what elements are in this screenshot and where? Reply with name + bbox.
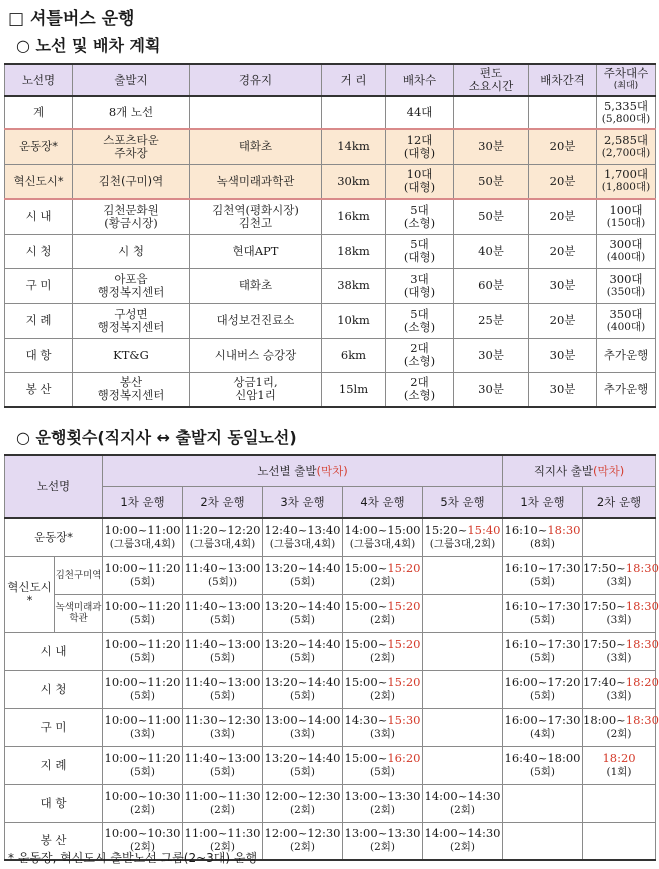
header-return-1: 1차 운행 (503, 487, 583, 519)
cell-time: 40분 (454, 234, 529, 268)
cell-origin: 봉산 행정복지센터 (73, 372, 190, 407)
cell-interval: 20분 (529, 234, 597, 268)
runs-row-stadium (5, 518, 656, 556)
cell-return-1: 16:40~18:00 (5회) (503, 746, 583, 784)
cell-route: 운동장* (5, 129, 73, 164)
cell-run-1: 10:00~11:20 (5회) (103, 556, 183, 594)
cell-route: 혁신도시* (5, 556, 55, 632)
cell-time: 30분 (454, 338, 529, 372)
col-distance: 거 리 (322, 64, 386, 96)
cell-origin: 8개 노선 (73, 96, 190, 129)
cell-run-4: 14:00~15:00 (그룹3대,4회) (343, 518, 423, 556)
cell-run-3: 13:20~14:40 (5회) (263, 746, 343, 784)
cell-run-3: 13:20~14:40 (5회) (263, 632, 343, 670)
cell-run-3: 13:20~14:40 (5회) (263, 594, 343, 632)
cell-run-1: 10:00~11:20 (5회) (103, 670, 183, 708)
header-jikjisa-departure: 직지사 출발(막차) (503, 455, 656, 487)
cell-origin: 김천문화원 (황금시장) (73, 199, 190, 234)
cell-parking: 300대 (350대) (597, 268, 656, 303)
cell-buses: 5대 (소형) (386, 199, 454, 234)
cell-run-5 (423, 708, 503, 746)
section-title-runs: ○ 운행횟수(직지사 ↔ 출발지 동일노선) (16, 428, 297, 447)
runs-row-cityhall (5, 670, 656, 708)
cell-run-4: 15:00~16:20 (5회) (343, 746, 423, 784)
route-plan-table (4, 63, 656, 408)
cell-parking: 350대 (400대) (597, 303, 656, 338)
cell-return-2 (583, 784, 656, 822)
cell-distance (322, 96, 386, 129)
cell-time (454, 96, 529, 129)
cell-run-4: 13:00~13:30 (2회) (343, 784, 423, 822)
plan-header-row (5, 64, 656, 96)
cell-route: 구 미 (5, 708, 103, 746)
cell-via: 녹색미래과학관 (190, 164, 322, 199)
cell-return-1 (503, 784, 583, 822)
cell-distance: 10km (322, 303, 386, 338)
col-interval: 배차간격 (529, 64, 597, 96)
runs-row-daehang (5, 784, 656, 822)
cell-buses: 2대 (소형) (386, 338, 454, 372)
cell-run-2: 11:40~13:00 (5회) (183, 670, 263, 708)
cell-route: 운동장* (5, 518, 103, 556)
col-via: 경유지 (190, 64, 322, 96)
cell-distance: 14km (322, 129, 386, 164)
cell-via: 현대APT (190, 234, 322, 268)
cell-run-5 (423, 632, 503, 670)
plan-row-bongsan (5, 372, 656, 407)
cell-return-2: 17:50~18:30 (3회) (583, 632, 656, 670)
runs-row-innovation-museum (5, 594, 656, 632)
cell-parking: 5,335대 (5,800대) (597, 96, 656, 129)
cell-distance: 18km (322, 234, 386, 268)
header-run-1: 1차 운행 (103, 487, 183, 519)
header-return-2: 2차 운행 (583, 487, 656, 519)
cell-run-5 (423, 746, 503, 784)
col-parking: 주차대수 (최대) (597, 64, 656, 96)
cell-run-1: 10:00~11:00 (그룹3대,4회) (103, 518, 183, 556)
cell-time: 30분 (454, 372, 529, 407)
section-title-plan: ○ 노선 및 배차 계획 (16, 36, 161, 55)
plan-row-jirye (5, 303, 656, 338)
cell-parking: 300대 (400대) (597, 234, 656, 268)
cell-return-1: 16:10~17:30 (5회) (503, 556, 583, 594)
cell-route: 시 청 (5, 670, 103, 708)
cell-origin: 아포읍 행정복지센터 (73, 268, 190, 303)
runs-row-jirye (5, 746, 656, 784)
cell-run-3: 13:20~14:40 (5회) (263, 556, 343, 594)
cell-parking: 100대 (150대) (597, 199, 656, 234)
cell-return-2 (583, 822, 656, 860)
cell-interval: 30분 (529, 338, 597, 372)
cell-buses: 5대 (대형) (386, 234, 454, 268)
header-run-2: 2차 운행 (183, 487, 263, 519)
cell-origin: 구성면 행정복지센터 (73, 303, 190, 338)
runs-row-downtown (5, 632, 656, 670)
cell-parking: 2,585대 (2,700대) (597, 129, 656, 164)
cell-distance: 16km (322, 199, 386, 234)
cell-run-2: 11:40~13:00 (5회) (183, 632, 263, 670)
cell-via: 김천역(평화시장) 김천고 (190, 199, 322, 234)
cell-interval: 20분 (529, 199, 597, 234)
cell-run-1: 10:00~11:20 (5회) (103, 632, 183, 670)
runs-row-innovation-station (5, 556, 656, 594)
cell-route: 봉 산 (5, 822, 103, 860)
cell-run-4: 15:00~15:20 (2회) (343, 556, 423, 594)
cell-distance: 30km (322, 164, 386, 199)
cell-return-1: 16:00~17:20 (5회) (503, 670, 583, 708)
cell-route: 구 미 (5, 268, 73, 303)
cell-via: 시내버스 승강장 (190, 338, 322, 372)
cell-run-2: 11:00~11:30 (2회) (183, 784, 263, 822)
plan-row-downtown (5, 199, 656, 234)
plan-row-daehang (5, 338, 656, 372)
cell-return-1: 16:10~17:30 (5회) (503, 594, 583, 632)
cell-distance: 38km (322, 268, 386, 303)
cell-buses: 44대 (386, 96, 454, 129)
col-buses: 배차수 (386, 64, 454, 96)
cell-run-4: 14:30~15:30 (3회) (343, 708, 423, 746)
cell-route: 대 항 (5, 338, 73, 372)
cell-interval (529, 96, 597, 129)
cell-return-1: 16:00~17:30 (4회) (503, 708, 583, 746)
cell-return-2 (583, 518, 656, 556)
cell-run-5: 14:00~14:30 (2회) (423, 822, 503, 860)
header-route-departure: 노선별 출발(막차) (103, 455, 503, 487)
cell-return-2: 18:00~18:30 (2회) (583, 708, 656, 746)
cell-run-5: 14:00~14:30 (2회) (423, 784, 503, 822)
header-run-4: 4차 운행 (343, 487, 423, 519)
col-route: 노선명 (5, 64, 73, 96)
cell-interval: 30분 (529, 268, 597, 303)
cell-run-3: 13:00~14:00 (3회) (263, 708, 343, 746)
cell-interval: 30분 (529, 372, 597, 407)
cell-via: 태화초 (190, 268, 322, 303)
cell-return-2: 17:40~18:20 (3회) (583, 670, 656, 708)
cell-run-4: 15:00~15:20 (2회) (343, 670, 423, 708)
cell-route: 대 항 (5, 784, 103, 822)
cell-run-5 (423, 594, 503, 632)
cell-parking: 추가운행 (597, 338, 656, 372)
col-time: 편도 소요시간 (454, 64, 529, 96)
cell-route: 지 례 (5, 303, 73, 338)
cell-run-2: 11:40~13:00 (5회)) (183, 556, 263, 594)
cell-run-5: 15:20~15:40 (그룹3대,2회) (423, 518, 503, 556)
cell-distance: 6km (322, 338, 386, 372)
cell-run-1: 10:00~11:20 (5회) (103, 746, 183, 784)
cell-run-1: 10:00~11:00 (3회) (103, 708, 183, 746)
cell-buses: 5대 (소형) (386, 303, 454, 338)
cell-origin: 김천(구미)역 (73, 164, 190, 199)
cell-buses: 10대 (대형) (386, 164, 454, 199)
cell-route: 지 례 (5, 746, 103, 784)
cell-run-5 (423, 670, 503, 708)
cell-run-1: 10:00~10:30 (2회) (103, 784, 183, 822)
cell-origin: 스포츠타운 주차장 (73, 129, 190, 164)
cell-run-2: 11:00~11:30 (2회) (183, 822, 263, 860)
cell-return-2: 17:50~18:30 (3회) (583, 556, 656, 594)
plan-row-gumi (5, 268, 656, 303)
plan-row-cityhall (5, 234, 656, 268)
cell-run-5 (423, 556, 503, 594)
cell-run-4: 15:00~15:20 (2회) (343, 632, 423, 670)
cell-distance: 15lm (322, 372, 386, 407)
cell-run-3: 12:40~13:40 (그룹3대,4회) (263, 518, 343, 556)
cell-via: 대성보건진료소 (190, 303, 322, 338)
cell-run-3: 12:00~12:30 (2회) (263, 784, 343, 822)
cell-run-3: 12:00~12:30 (2회) (263, 822, 343, 860)
cell-route: 시 내 (5, 199, 73, 234)
cell-time: 50분 (454, 199, 529, 234)
plan-row-innovation (5, 164, 656, 199)
cell-origin: KT&G (73, 338, 190, 372)
cell-subroute: 녹색미래과학관 (55, 594, 103, 632)
cell-subroute: 김천구미역 (55, 556, 103, 594)
cell-parking: 추가운행 (597, 372, 656, 407)
cell-via: 태화초 (190, 129, 322, 164)
cell-buses: 2대 (소형) (386, 372, 454, 407)
col-origin: 출발지 (73, 64, 190, 96)
cell-interval: 20분 (529, 303, 597, 338)
cell-route: 봉 산 (5, 372, 73, 407)
header-run-5: 5차 운행 (423, 487, 503, 519)
page-title: □ 셔틀버스 운행 (8, 9, 135, 29)
cell-route: 시 내 (5, 632, 103, 670)
runs-header-row-2 (5, 487, 656, 519)
cell-run-1: 10:00~11:20 (5회) (103, 594, 183, 632)
runs-header-row-1 (5, 455, 656, 487)
cell-parking: 1,700대 (1,800대) (597, 164, 656, 199)
cell-interval: 20분 (529, 164, 597, 199)
cell-interval: 20분 (529, 129, 597, 164)
cell-run-2: 11:40~13:00 (5회) (183, 746, 263, 784)
cell-buses: 3대 (대형) (386, 268, 454, 303)
cell-return-2: 17:50~18:30 (3회) (583, 594, 656, 632)
plan-row-total (5, 96, 656, 129)
cell-return-1: 16:10~18:30 (8회) (503, 518, 583, 556)
cell-origin: 시 청 (73, 234, 190, 268)
cell-time: 25분 (454, 303, 529, 338)
cell-return-2: 18:20 (1회) (583, 746, 656, 784)
runs-row-gumi (5, 708, 656, 746)
cell-route: 계 (5, 96, 73, 129)
cell-route: 혁신도시* (5, 164, 73, 199)
cell-buses: 12대 (대형) (386, 129, 454, 164)
cell-via: 상금1리, 신암1리 (190, 372, 322, 407)
cell-time: 30분 (454, 129, 529, 164)
run-schedule-table (4, 454, 659, 861)
header-route: 노선명 (5, 455, 103, 518)
cell-run-4: 15:00~15:20 (2회) (343, 594, 423, 632)
header-run-3: 3차 운행 (263, 487, 343, 519)
cell-run-2: 11:20~12:20 (그룹3대,4회) (183, 518, 263, 556)
plan-row-stadium (5, 129, 656, 164)
cell-time: 50분 (454, 164, 529, 199)
cell-run-4: 13:00~13:30 (2회) (343, 822, 423, 860)
cell-return-1: 16:10~17:30 (5회) (503, 632, 583, 670)
cell-time: 60분 (454, 268, 529, 303)
cell-run-3: 13:20~14:40 (5회) (263, 670, 343, 708)
footnote: * 운동장, 혁신도시 출발노선 그룹(2~3대) 운행 (8, 851, 258, 865)
cell-via (190, 96, 322, 129)
cell-route: 시 청 (5, 234, 73, 268)
cell-run-2: 11:40~13:00 (5회) (183, 594, 263, 632)
cell-run-1: 10:00~10:30 (2회) (103, 822, 183, 860)
cell-run-2: 11:30~12:30 (3회) (183, 708, 263, 746)
cell-return-1 (503, 822, 583, 860)
